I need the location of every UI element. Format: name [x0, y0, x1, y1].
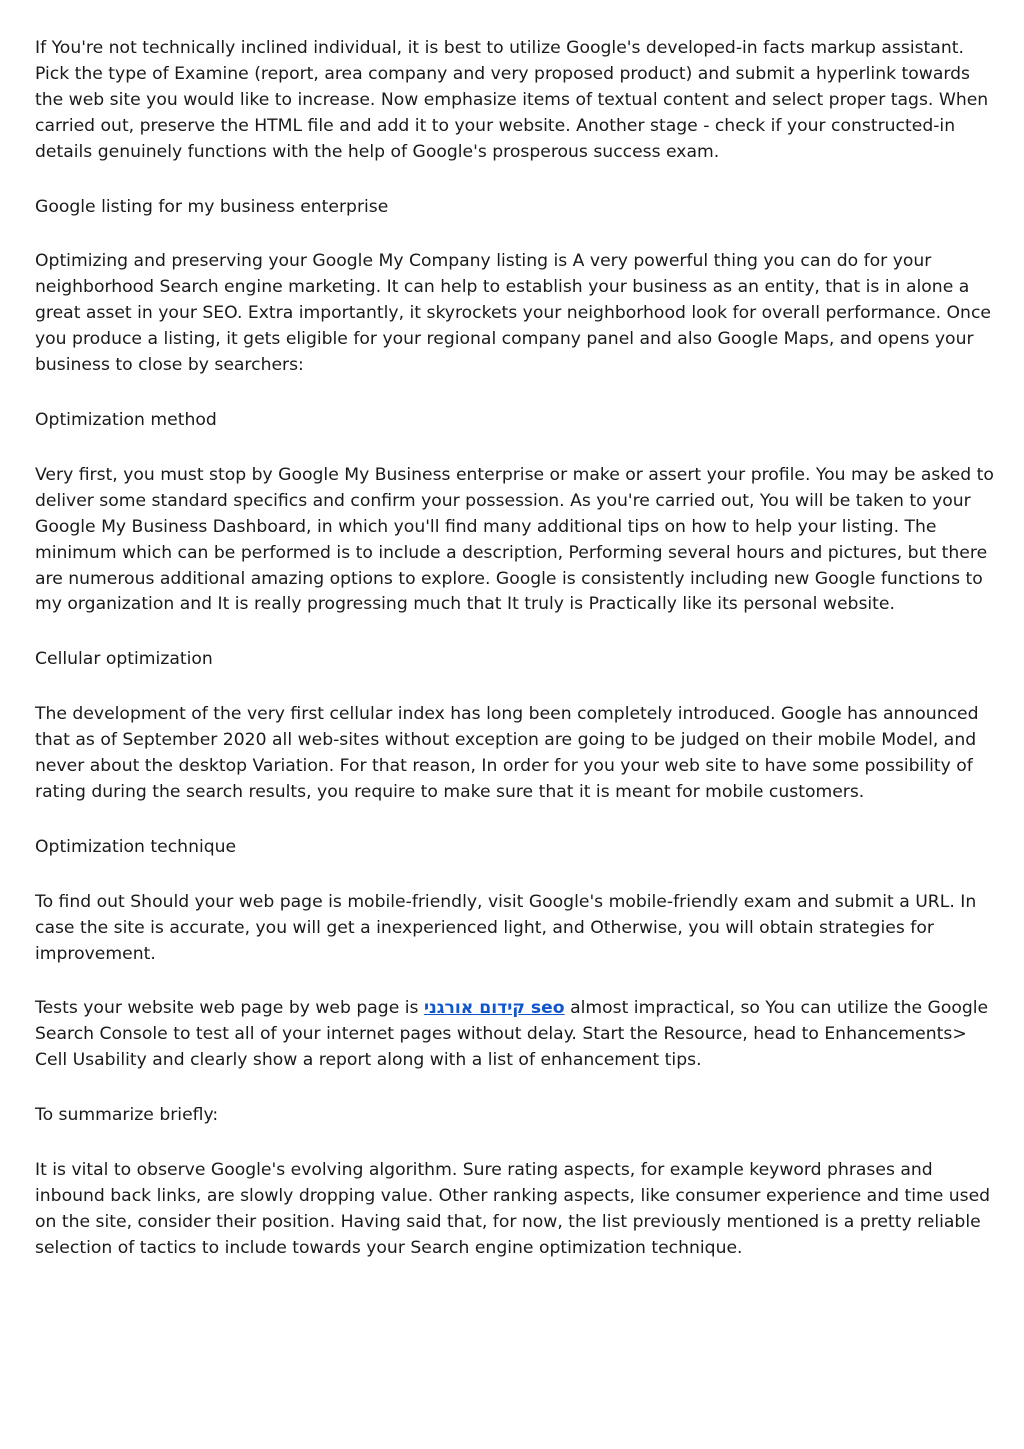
seo-link[interactable]: קידום אורגני seo	[423, 998, 565, 1019]
paragraph-structured-data: If You're not technically inclined individual, it is best to utilize Google's developed-in facts markup assistant. Pick the type of Examine (report, area company and very proposed product) and submit a hyperlink towards the web site you would like to increase. Now emphasize items of textual content and select proper tags. When carried out, preserve the HTML file and add it to your website. Another stage - check if your constructed-in details genuinely functions with the help of Google's prosperous success exam.	[35, 38, 989, 162]
paragraph-optimization-method: Very first, you must stop by Google My Business enterprise or make or assert your profile. You may be asked to deliver some standard specifics and confirm your possession. As you're carried out, You will be taken to your Google My Business Dashboard, in which you'll find many additional tips on how to help your listing. The minimum which can be performed is to include a description, Performing several hours and pictures, but there are numerous additional amazing options to explore. Google is consistently including new Google functions to my organization and It is really progressing much that It truly is Practically like its personal website.	[35, 464, 994, 615]
paragraph-search-console	[35, 996, 995, 1074]
heading-optimization-technique: Optimization technique	[35, 836, 237, 857]
heading-google-listing: Google listing for my business enterprise	[35, 196, 389, 217]
paragraph-google-my-business: Optimizing and preserving your Google My Company listing is A very powerful thing you can do for your neighborhood Search engine marketing. It can help to establish your business as an entity, that is in alone a great asset in your SEO. Extra importantly, it skyrockets your neighborhood look for overall performance. Once you produce a listing, it gets eligible for your regional company panel and also Google Maps, and opens your business to close by searchers:	[35, 251, 991, 376]
search-console-text-before: Tests your website web page by web page is	[35, 998, 424, 1019]
paragraph-summary: It is vital to observe Google's evolving algorithm. Sure rating aspects, for example keyword phrases and inbound back links, are slowly dropping value. Other ranking aspects, like consumer experience and time used on the site, consider their position. Having said that, for now, the list previously mentioned is a pretty reliable selection of tactics to include towards your Search engine optimization technique.	[35, 1160, 991, 1258]
paragraph-mobile-friendly-test: To find out Should your web page is mobile-friendly, visit Google's mobile-friendly exam and submit a URL. In case the site is accurate, you will get a inexperienced light, and Otherwise, you will obtain strategies for improvement.	[35, 891, 977, 964]
heading-cellular-optimization: Cellular optimization	[35, 649, 213, 670]
search-console-text-after: almost impractical, so You can utilize the Google Search Console to test all of your internet pages without delay. Start the Resource, head to Enhancements> Cell Usability and clearly show a report along with a list of enhancement tips.	[35, 998, 989, 1071]
heading-summary: To summarize briefly:	[35, 1105, 219, 1126]
paragraph-mobile-index: The development of the very first cellular index has long been completely introduced. Google has announced that as of September 2020 all web-sites without exception are going to be judged on their mobile Model, and never about the desktop Variation. For that reason, In order for you your web site to have some possibility of rating during the search results, you require to make sure that it is meant for mobile customers.	[35, 704, 979, 802]
article-body	[35, 36, 995, 1291]
heading-optimization-method: Optimization method	[35, 409, 217, 430]
